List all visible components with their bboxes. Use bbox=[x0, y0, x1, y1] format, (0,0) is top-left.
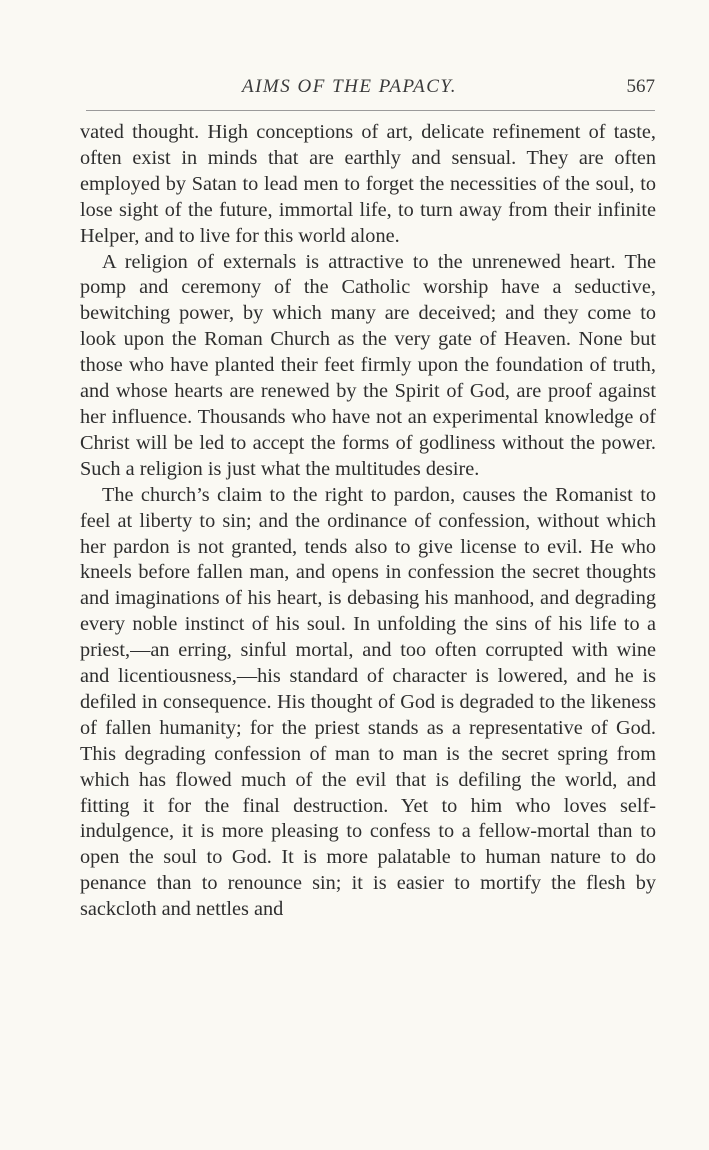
running-title: AIMS OF THE PAPACY. bbox=[242, 76, 458, 97]
paragraph: A religion of externals is attractive to the unrenewed heart. The pomp and ceremony of the Catholic worship have a seductive, bewitching power, by which many are deceived; and they come to look upon the Roman Church as the very gate of Heaven. None but those who have planted their feet firmly upon the foundation of truth, and whose hearts are renewed by the Spirit of God, are proof against her influence. Thousands who have not an experimental knowledge of Christ will be led to accept the forms of godliness without the power. Such a religion is just what the multitudes desire. bbox=[80, 250, 656, 480]
paragraph: The church’s claim to the right to pardon, causes the Romanist to feel at liberty to sin; and the ordinance of confession, without which her pardon is not granted, tends also to give license to evil. He who kneels before fallen man, and opens in confession the secret thoughts and imaginations of his heart, is debasing his manhood, and degrading every noble instinct of his soul. In unfolding the sins of his life to a priest,—an erring, sinful mortal, and too often corrupted with wine and licentiousness,—his standard of character is lowered, and he is defiled in consequence. His thought of God is degraded to the likeness of fallen humanity; for the priest stands as a representative of God. This degrading confession of man to man is the secret spring from which has flowed much of the evil that is defiling the world, and fitting it for the final destruction. Yet to him who loves self-indulgence, it is more pleasing to confess to a fellow-mortal than to open the soul to God. It is more palatable to human nature to do penance than to renounce sin; it is easier to mortify the flesh by sackcloth and nettles and bbox=[80, 483, 656, 921]
running-head bbox=[82, 76, 655, 104]
page-number: 567 bbox=[626, 76, 655, 97]
header-rule bbox=[86, 110, 655, 111]
body-text bbox=[80, 120, 656, 923]
paragraph-continued: vated thought. High conceptions of art, delicate refinement of taste, often exist in minds that are earthly and sensual. They are often employed by Satan to lead men to forget the necessities of the soul, to lose sight of the future, immortal life, to turn away from their infinite Helper, and to live for this world alone. bbox=[80, 121, 656, 247]
